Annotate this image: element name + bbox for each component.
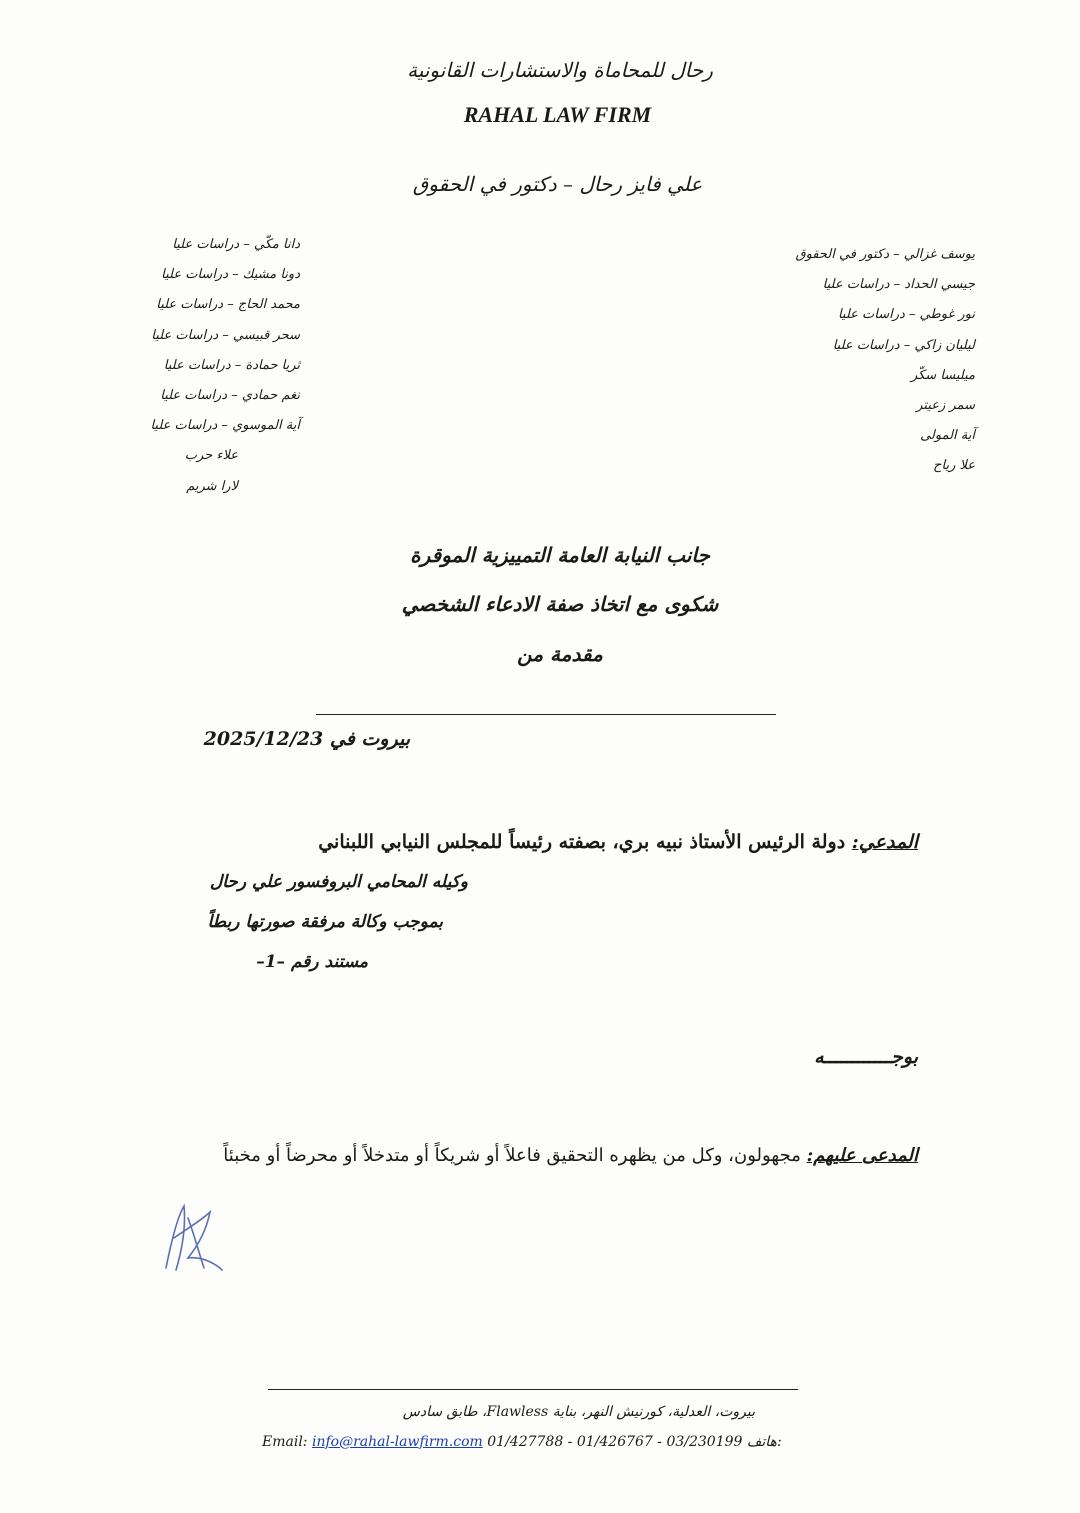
signature-mark — [158, 1198, 228, 1278]
staff-member: علاء حرب — [184, 448, 238, 464]
staff-member: ليليان زاكي – دراسات عليا — [832, 337, 975, 353]
staff-member: نغم حمادي – دراسات عليا — [160, 388, 300, 404]
phone-numbers: 01/427788 - 01/426767 - 03/230199 — [487, 1434, 743, 1450]
plaintiff-section — [158, 822, 918, 982]
plaintiff-label: المدعي: — [851, 831, 918, 853]
document-date: بيروت في 2025/12/23 — [203, 728, 410, 750]
heading-line-3: مقدمة من — [517, 642, 603, 666]
staff-member: جيسي الحداد – دراسات عليا — [822, 277, 975, 293]
staff-member: آية المولى — [920, 428, 975, 444]
heading-line-1: جانب النيابة العامة التمييزية الموقرة — [410, 543, 710, 567]
firm-name-arabic: رحال للمحاماة والاستشارات القانونية — [407, 58, 713, 82]
phone-label: هاتف: — [746, 1434, 782, 1450]
staff-member: نور غوطي – دراسات عليا — [837, 307, 975, 323]
footer-divider — [268, 1389, 798, 1390]
footer-address: بيروت، العدلية، كورنيش النهر، بناية Flawless، طابق سادس — [402, 1404, 755, 1420]
staff-member: سحر قبيسي – دراسات عليا — [151, 327, 300, 343]
email-link[interactable]: info@rahal-lawfirm.com — [311, 1434, 483, 1450]
plaintiff-name: دولة الرئيس الأستاذ نبيه بري، بصفته رئيساً للمجلس النيابي اللبناني — [318, 831, 846, 853]
staff-member: دانا مكّي – دراسات عليا — [172, 237, 300, 252]
section-divider — [316, 714, 776, 715]
staff-member: آية الموسوي – دراسات عليا — [150, 418, 300, 434]
against-label: بوجــــــــــــه — [814, 1046, 918, 1068]
heading-line-2: شكوى مع اتخاذ صفة الادعاء الشخصي — [401, 592, 719, 616]
email-label: Email: — [262, 1434, 308, 1450]
staff-member: ثريا حمادة – دراسات عليا — [163, 357, 300, 373]
plaintiff-line — [158, 822, 918, 862]
power-of-attorney: بموجب وكالة مرفقة صورتها ربطاً — [207, 912, 443, 932]
staff-member: ميليسا سكّر — [910, 367, 975, 383]
defendants-section — [168, 1134, 918, 1178]
founder-name: علي فايز رحال – دكتور في الحقوق — [412, 172, 703, 196]
staff-member: يوسف غزالي – دكتور في الحقوق — [795, 247, 975, 262]
staff-list-left — [120, 230, 300, 502]
staff-member: سمر زعيتر — [916, 398, 975, 414]
defendants-label: المدعى عليهم: — [806, 1145, 918, 1166]
staff-member: دونا مشيك – دراسات عليا — [161, 267, 300, 283]
document-reference: مستند رقم –1– — [256, 952, 368, 972]
staff-member: محمد الحاج – دراسات عليا — [156, 297, 300, 313]
plaintiff-counsel: وكيله المحامي البروفسور علي رحال — [209, 872, 468, 892]
firm-name-english: RAHAL LAW FIRM — [463, 102, 652, 127]
staff-list-right — [735, 240, 975, 482]
staff-member: علا رياح — [933, 458, 975, 474]
defendants-text: مجهولون، وكل من يظهره التحقيق فاعلاً أو شريكاً أو متدخلاً أو محرضاً أو مخبئاً — [223, 1145, 801, 1166]
staff-member: لارا شريم — [186, 478, 238, 494]
footer-contact — [262, 1434, 807, 1450]
